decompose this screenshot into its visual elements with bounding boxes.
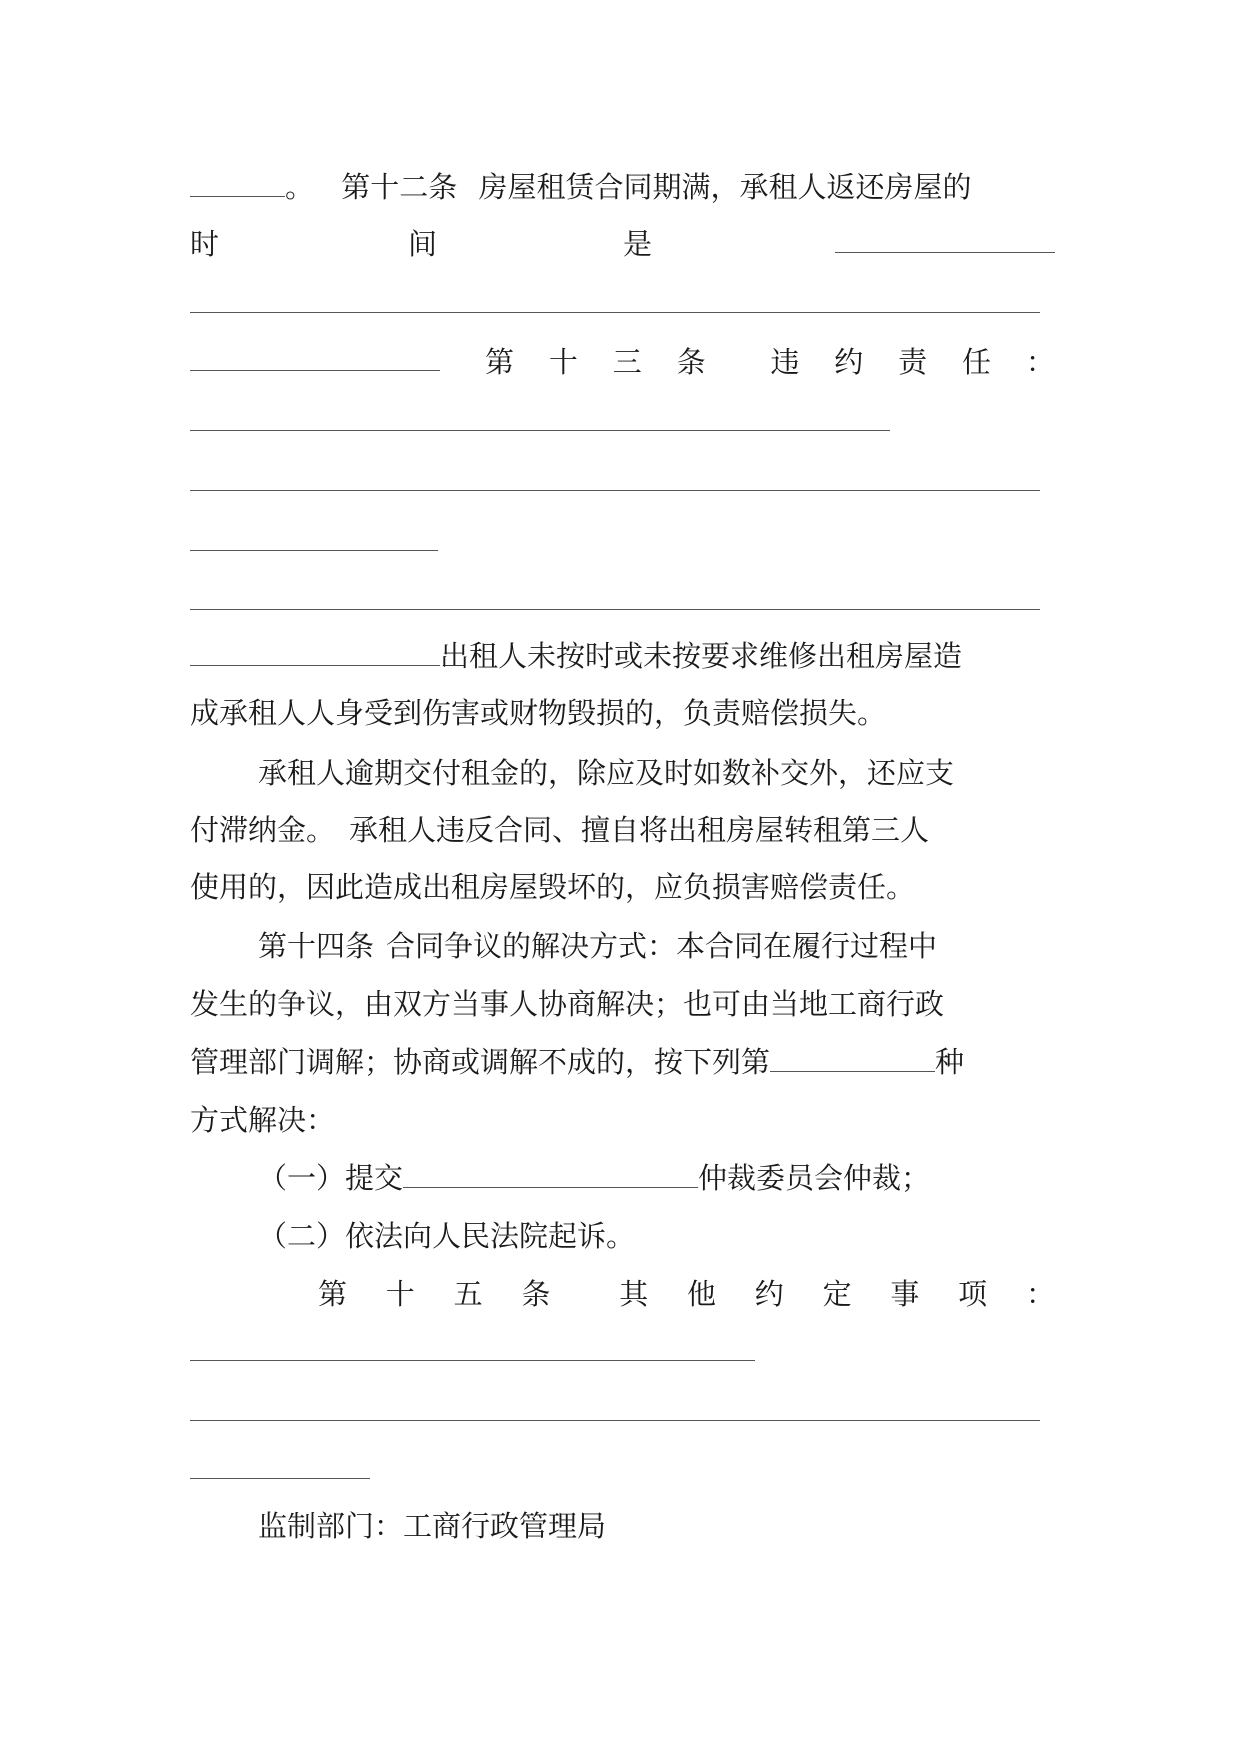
article-13-p1: [190, 636, 1055, 676]
char: 定: [822, 1277, 852, 1311]
char: 其: [619, 1277, 649, 1311]
article-13-p2: 成承租人人身受到伤害或财物毁损的，负责赔偿损失。: [190, 696, 887, 730]
article-13-p3: 承租人逾期交付租金的，除应及时如数补交外，还应支: [258, 756, 955, 790]
article-15-line: [318, 1274, 1055, 1314]
blank-field[interactable]: [190, 168, 285, 197]
char: 任: [962, 345, 992, 379]
article-15-title: [318, 1274, 1055, 1314]
char: 项: [958, 1277, 988, 1311]
char: 责: [898, 345, 928, 379]
char: 第: [318, 1277, 348, 1311]
text: 承租人违反合同、擅自将出租房屋转租第三人: [349, 813, 930, 847]
blank-line[interactable]: [190, 490, 1040, 491]
char: 十: [385, 1277, 415, 1311]
article-14-title: 第十四条: [258, 929, 375, 963]
article-12-line: [190, 167, 1055, 207]
blank-line[interactable]: [190, 430, 890, 431]
article-12-text: 房屋租赁合同期满，承租人返还房屋的: [478, 170, 972, 204]
char: ：: [1025, 1277, 1055, 1311]
blank-field[interactable]: [403, 1159, 698, 1188]
char: 约: [834, 345, 864, 379]
article-13-title: [485, 342, 1055, 382]
char: 十: [548, 345, 578, 379]
blank-field[interactable]: [190, 342, 440, 371]
blank-line[interactable]: [190, 1420, 1040, 1421]
text: 种: [935, 1045, 965, 1079]
blank-line[interactable]: [190, 1478, 370, 1479]
blank-line[interactable]: [190, 1360, 755, 1361]
char: ：: [1025, 345, 1055, 379]
char: 条: [676, 345, 706, 379]
char: 事: [890, 1277, 920, 1311]
blank-field[interactable]: [770, 1043, 935, 1072]
char: 三: [612, 345, 642, 379]
article-13-p5: 使用的，因此造成出租房屋毁坏的，应负损害赔偿责任。: [190, 870, 916, 904]
blank-line[interactable]: [190, 312, 1040, 313]
option-2: （二）依法向人民法院起诉。: [258, 1219, 636, 1253]
text: 出租人未按时或未按要求维修出租房屋造: [440, 639, 963, 673]
char-jian: 间: [408, 227, 438, 261]
article-13-p4: [190, 810, 1055, 850]
article-12-title: 第十二条: [341, 170, 458, 204]
text: 管理部门调解；协商或调解不成的，按下列第: [190, 1045, 771, 1079]
article-14-l4: 方式解决：: [190, 1103, 336, 1137]
char: 约: [754, 1277, 784, 1311]
supervisor-line: 监制部门：工商行政管理局: [258, 1509, 607, 1543]
text: 付滞纳金。: [190, 813, 336, 847]
blank-line[interactable]: [190, 609, 1040, 610]
char: 五: [453, 1277, 483, 1311]
article-14-l2: 发生的争议，由双方当事人协商解决；也可由当地工商行政: [190, 987, 945, 1021]
text: 合同争议的解决方式：本合同在履行过程中: [386, 929, 938, 963]
text: （一）提交: [258, 1161, 404, 1195]
char: 条: [521, 1277, 551, 1311]
article-14-l1: [258, 926, 1055, 966]
char: 第: [485, 345, 515, 379]
article-14-l3: [190, 1042, 1055, 1082]
article-13-line: [190, 342, 1055, 382]
option-1: [258, 1158, 1055, 1198]
char-shi2: 是: [623, 227, 653, 261]
blank-field[interactable]: [835, 224, 1055, 253]
blank-field[interactable]: [190, 637, 440, 666]
blank-line[interactable]: [190, 550, 438, 551]
char: 违: [770, 345, 800, 379]
text: 仲裁委员会仲裁；: [698, 1161, 931, 1195]
period: 。: [285, 170, 315, 204]
char-shi: 时: [190, 227, 220, 261]
article-12-time-line: [190, 224, 1055, 264]
char: 他: [686, 1277, 716, 1311]
